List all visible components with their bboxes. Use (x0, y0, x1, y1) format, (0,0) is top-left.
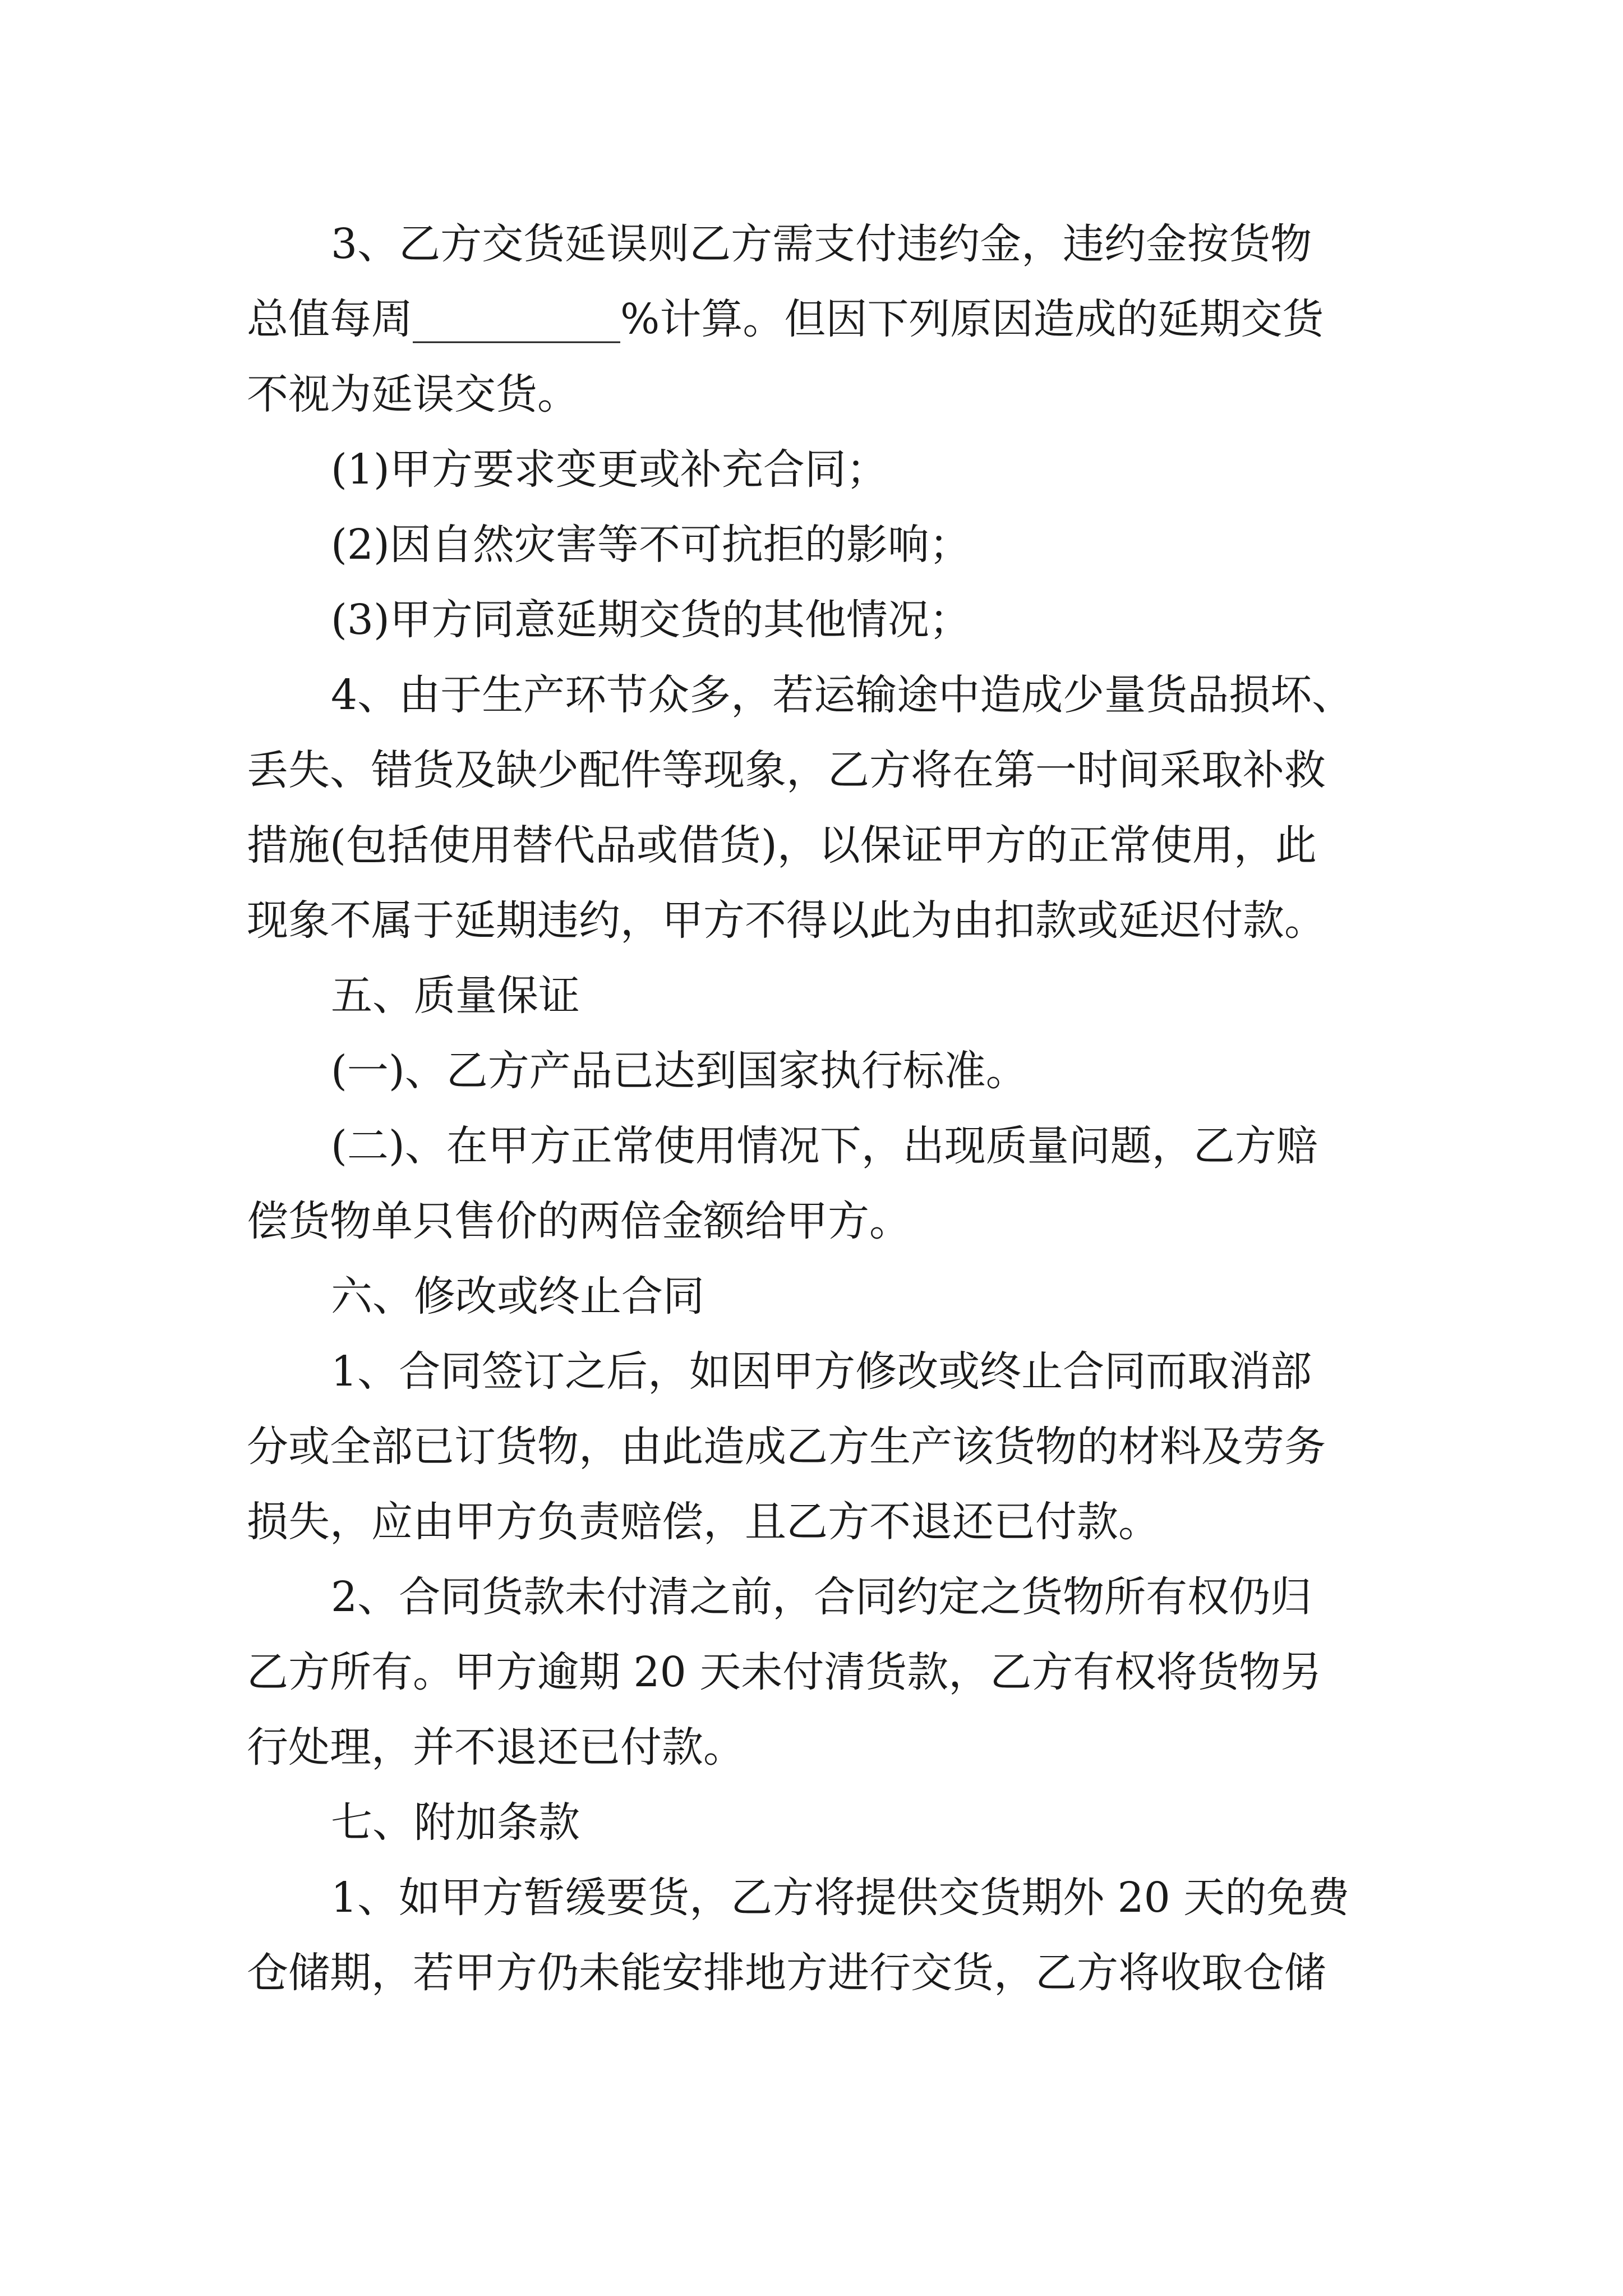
section-6-item-2-line-1: 2、合同货款未付清之前，合同约定之货物所有权仍归 (331, 1573, 1312, 1621)
clause-4-line-4: 现象不属于延期违约，甲方不得以此为由扣款或延迟付款。 (247, 896, 1326, 945)
section-5-item-1: (一)、乙方产品已达到国家执行标准。 (331, 1047, 1027, 1095)
section-7-item-1-line-1: 1、如甲方暂缓要货，乙方将提供交货期外 20 天的免费 (331, 1874, 1350, 1922)
section-heading-7: 七、附加条款 (331, 1798, 580, 1847)
list-item: (2)因自然灾害等不可抗拒的影响； (331, 521, 971, 569)
section-5-item-2-line-1: (二)、在甲方正常使用情况下，出现质量问题，乙方赔 (331, 1122, 1318, 1170)
section-6-item-1-line-3: 损失，应由甲方负责赔偿，且乙方不退还已付款。 (247, 1498, 1160, 1546)
clause-4-line-3: 措施(包括使用替代品或借货)，以保证甲方的正常使用，此 (247, 821, 1317, 869)
section-7-item-1-line-2: 仓储期，若甲方仍未能安排地方进行交货，乙方将收取仓储 (247, 1949, 1326, 1997)
section-6-item-2-line-3: 行处理，并不退还已付款。 (247, 1723, 745, 1772)
section-6-item-1-line-1: 1、合同签订之后，如因甲方修改或终止合同而取消部 (331, 1347, 1312, 1396)
clause-3-line-1 (331, 220, 1312, 268)
clause-3-line-2 (247, 295, 1324, 343)
fill-in-blank: __________ (413, 295, 620, 343)
list-item: (3)甲方同意延期交货的其他情况； (331, 596, 971, 644)
clause-4-line-1: 4、由于生产环节众多，若运输途中造成少量货品损坏、 (331, 671, 1354, 719)
section-5-item-2-line-2: 偿货物单只售价的两倍金额给甲方。 (247, 1197, 911, 1245)
section-6-item-2-line-2: 乙方所有。甲方逾期 20 天未付清货款，乙方有权将货物另 (247, 1648, 1322, 1696)
clause-4-line-2: 丢失、错货及缺少配件等现象，乙方将在第一时间采取补救 (247, 746, 1326, 794)
clause-3-text-end: %计算。但因下列原因造成的延期交货 (620, 295, 1324, 343)
clause-3-text: 3、乙方交货延误则乙方需支付违约金，违约金按货物 (331, 220, 1312, 268)
list-item: (1)甲方要求变更或补充合同； (331, 445, 888, 494)
clause-3-text-start: 总值每周 (247, 295, 413, 343)
section-6-item-1-line-2: 分或全部已订货物，由此造成乙方生产该货物的材料及劳务 (247, 1423, 1326, 1471)
section-heading-5: 五、质量保证 (331, 972, 580, 1020)
clause-3-line-3 (247, 370, 579, 418)
clause-3-text-3: 不视为延误交货。 (247, 370, 579, 418)
section-heading-6: 六、修改或终止合同 (331, 1272, 704, 1320)
